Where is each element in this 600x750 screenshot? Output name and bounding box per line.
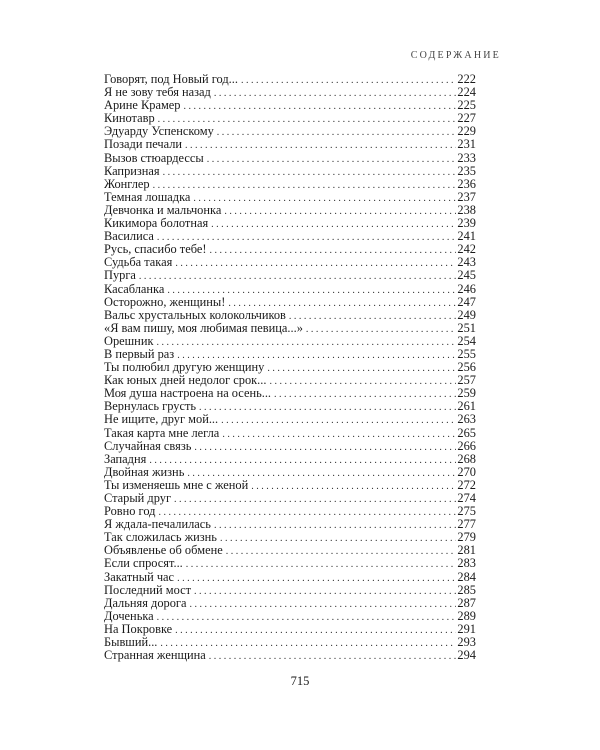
toc-entry: [104, 427, 476, 440]
toc-entry-page: 233: [457, 151, 476, 165]
toc-entry-title: Кикимора болотная: [104, 217, 209, 231]
toc-entry-page: 255: [457, 347, 476, 361]
toc-entry: [104, 256, 476, 269]
toc-entry-title: «Я вам пишу, моя любимая певица...»: [104, 321, 303, 335]
toc-entry: [104, 178, 476, 191]
toc-entry-title: Двойная жизнь: [104, 465, 185, 479]
toc-dot-leader: [156, 336, 456, 348]
toc-entry-page: 254: [457, 334, 476, 348]
toc-entry: [104, 505, 476, 518]
toc-entry-page: 243: [457, 256, 476, 270]
toc-entry: [104, 518, 476, 531]
toc-entry: [104, 413, 476, 426]
toc-entry-title: Старый друг: [104, 492, 172, 505]
toc-entry-title: Дальняя дорога: [104, 596, 187, 610]
toc-entry-title: Закатный час: [104, 570, 175, 584]
page-number: 715: [290, 674, 310, 688]
toc-entry-page: 270: [457, 465, 476, 479]
toc-entry: [104, 610, 476, 623]
toc-entry-page: 238: [457, 203, 476, 217]
toc-dot-leader: [289, 310, 457, 322]
toc-dot-leader: [158, 506, 456, 518]
toc-entry-title: Говорят, под Новый год...: [104, 73, 238, 86]
toc-dot-leader: [175, 257, 456, 269]
toc-entry: [104, 531, 476, 544]
toc-entry-title: Объявленье об обмене: [104, 544, 223, 558]
toc-entry: [104, 361, 476, 374]
toc-entry-title: Темная лошадка: [104, 190, 191, 204]
toc-dot-leader: [190, 598, 457, 610]
toc-dot-leader: [186, 558, 457, 570]
toc-dot-leader: [211, 218, 456, 230]
toc-dot-leader: [177, 349, 456, 361]
toc-dot-leader: [174, 493, 456, 505]
toc-entry-page: 237: [457, 190, 476, 204]
toc-entry: [104, 152, 476, 165]
toc-entry-page: 247: [457, 295, 476, 309]
toc-dot-leader: [222, 428, 456, 440]
toc-entry-page: 259: [457, 387, 476, 401]
toc-entry: [104, 165, 476, 178]
toc-entry: [104, 400, 476, 413]
toc-entry-title: Последний мост: [104, 583, 192, 597]
toc-entry-title: Вызов стюардессы: [104, 151, 204, 165]
toc-dot-leader: [194, 441, 456, 453]
toc-entry-title: Ты полюбил другую женщину: [104, 361, 265, 375]
toc-entry-page: 289: [457, 609, 476, 623]
toc-entry-title: Орешник: [104, 334, 154, 348]
toc-entry-page: 239: [457, 217, 476, 231]
toc-entry-title: Ровно год: [104, 505, 156, 519]
toc-entry-page: 265: [457, 426, 476, 440]
toc-dot-leader: [149, 454, 456, 466]
toc-dot-leader: [241, 74, 456, 86]
toc-entry-title: Ты изменяешь мне с женой: [104, 478, 249, 492]
toc-entry-page: 249: [457, 308, 476, 322]
toc-entry-title: Такая карта мне легла: [104, 426, 220, 440]
toc-entry-page: 245: [457, 269, 476, 283]
toc-dot-leader: [269, 375, 456, 387]
toc-entry: [104, 387, 476, 400]
toc-entry-title: Осторожно, женщины!: [104, 295, 226, 309]
toc-entry-page: 225: [457, 99, 476, 113]
toc-entry: [104, 571, 476, 584]
toc-entry-page: 277: [457, 518, 476, 532]
toc-entry-title: Как юных дней недолог срок...: [104, 374, 267, 388]
toc-entry-page: 287: [457, 596, 476, 610]
toc-entry-page: 256: [457, 361, 476, 375]
toc-entry-title: Пурга: [104, 269, 136, 283]
toc-entry: [104, 623, 476, 636]
toc-entry-title: Капризная: [104, 164, 160, 178]
toc-entry: [104, 269, 476, 282]
toc-entry-title: Не ищите, друг мой...: [104, 413, 219, 427]
toc-entry: [104, 335, 476, 348]
toc-entry-title: Странная женщина: [104, 649, 206, 663]
toc-entry: [104, 649, 476, 662]
toc-entry-page: 263: [457, 413, 476, 427]
toc-entry-title: На Покровке: [104, 622, 173, 636]
toc-dot-leader: [167, 284, 456, 296]
toc-dot-leader: [274, 388, 456, 400]
toc-entry-page: 275: [457, 505, 476, 519]
toc-entry-title: Если спросят...: [104, 557, 183, 571]
toc-entry-page: 251: [457, 321, 476, 335]
toc-entry-title: Позади печали: [104, 138, 183, 152]
toc-entry: [104, 296, 476, 309]
toc-entry-page: 236: [457, 177, 476, 191]
toc-entry-page: 224: [457, 86, 476, 100]
toc-entry-title: Эдуарду Успенскому: [104, 125, 214, 139]
toc-entry-page: 261: [457, 400, 476, 414]
toc-entry: [104, 243, 476, 256]
toc-dot-leader: [228, 297, 456, 309]
toc-entry-title: Доченька: [104, 609, 154, 623]
toc-entry-title: Василиса: [104, 230, 154, 244]
toc-dot-leader: [214, 87, 457, 99]
toc-dot-leader: [193, 192, 456, 204]
toc-entry-page: 284: [457, 570, 476, 584]
toc-entry-title: Так сложилась жизнь: [104, 531, 217, 545]
toc-dot-leader: [163, 166, 457, 178]
toc-entry-page: 222: [457, 73, 476, 86]
toc-entry-title: Русь, спасибо тебе!: [104, 243, 207, 257]
toc-entry-title: Моя душа настроена на осень...: [104, 387, 272, 401]
toc-entry: [104, 138, 476, 151]
toc-entry: [104, 492, 476, 505]
toc-entry-page: 274: [457, 492, 476, 505]
toc-dot-leader: [306, 323, 457, 335]
toc-dot-leader: [187, 467, 456, 479]
toc-entry-title: Касабланка: [104, 282, 165, 296]
toc-entry: [104, 86, 476, 99]
toc-dot-leader: [214, 519, 456, 531]
toc-entry-page: 266: [457, 439, 476, 453]
toc-dot-leader: [185, 139, 456, 151]
toc-dot-leader: [194, 585, 456, 597]
toc-dot-leader: [157, 611, 457, 623]
toc-entry-page: 242: [457, 243, 476, 257]
toc-entry-page: 229: [457, 125, 476, 139]
toc-entry-page: 246: [457, 282, 476, 296]
toc-entry: [104, 636, 476, 649]
toc-dot-leader: [175, 624, 456, 636]
toc-entry-page: 283: [457, 557, 476, 571]
toc-entry: [104, 453, 476, 466]
toc-dot-leader: [220, 532, 456, 544]
toc-entry: [104, 597, 476, 610]
toc-entry-page: 268: [457, 452, 476, 466]
table-of-contents: [104, 73, 476, 662]
toc-dot-leader: [209, 650, 457, 662]
toc-dot-leader: [139, 270, 456, 282]
toc-dot-leader: [221, 414, 456, 426]
toc-entry-page: 231: [457, 138, 476, 152]
toc-entry: [104, 479, 476, 492]
toc-dot-leader: [217, 126, 457, 138]
toc-entry: [104, 348, 476, 361]
toc-dot-leader: [199, 401, 456, 413]
toc-entry-title: Бывший...: [104, 636, 158, 650]
toc-entry-title: Я не зову тебя назад: [104, 86, 211, 100]
toc-entry-title: В первый раз: [104, 347, 175, 361]
toc-entry: [104, 374, 476, 387]
toc-entry-title: Кинотавр: [104, 112, 155, 126]
running-head: СОДЕРЖАНИЕ: [410, 50, 501, 61]
toc-dot-leader: [177, 572, 456, 584]
toc-entry-page: 272: [457, 478, 476, 492]
toc-dot-leader: [160, 637, 456, 649]
toc-entry: [104, 322, 476, 335]
toc-entry-page: 241: [457, 230, 476, 244]
toc-entry: [104, 112, 476, 125]
toc-entry: [104, 230, 476, 243]
toc-entry: [104, 544, 476, 557]
toc-entry: [104, 73, 476, 86]
toc-entry-title: Я ждала-печалилась: [104, 518, 211, 532]
toc-entry-page: 257: [457, 374, 476, 388]
toc-entry-page: 279: [457, 531, 476, 545]
toc-entry-page: 291: [457, 622, 476, 636]
toc-dot-leader: [158, 113, 457, 125]
toc-entry-title: Девчонка и мальчонка: [104, 203, 222, 217]
toc-entry-title: Западня: [104, 452, 147, 466]
toc-dot-leader: [226, 545, 457, 557]
toc-entry-title: Жонглер: [104, 177, 150, 191]
toc-entry-title: Арине Крамер: [104, 99, 181, 113]
toc-entry: [104, 466, 476, 479]
toc-entry-title: Случайная связь: [104, 439, 192, 453]
toc-entry-page: 227: [457, 112, 476, 126]
toc-entry: [104, 204, 476, 217]
toc-entry: [104, 309, 476, 322]
toc-entry: [104, 584, 476, 597]
toc-entry-page: 294: [457, 649, 476, 663]
toc-entry: [104, 99, 476, 112]
toc-entry-title: Вальс хрустальных колокольчиков: [104, 308, 286, 322]
toc-entry: [104, 191, 476, 204]
toc-entry-page: 285: [457, 583, 476, 597]
toc-dot-leader: [251, 480, 456, 492]
toc-entry: [104, 440, 476, 453]
toc-entry: [104, 557, 476, 570]
toc-entry-page: 281: [457, 544, 476, 558]
toc-dot-leader: [209, 244, 456, 256]
toc-dot-leader: [157, 231, 457, 243]
toc-dot-leader: [207, 153, 457, 165]
toc-dot-leader: [184, 100, 457, 112]
toc-entry: [104, 217, 476, 230]
toc-entry-title: Вернулась грусть: [104, 400, 197, 414]
toc-dot-leader: [153, 179, 457, 191]
toc-entry-page: 293: [457, 636, 476, 650]
toc-dot-leader: [267, 362, 456, 374]
toc-dot-leader: [224, 205, 456, 217]
toc-entry-title: Судьба такая: [104, 256, 173, 270]
toc-entry-page: 235: [457, 164, 476, 178]
toc-entry: [104, 125, 476, 138]
toc-entry: [104, 283, 476, 296]
